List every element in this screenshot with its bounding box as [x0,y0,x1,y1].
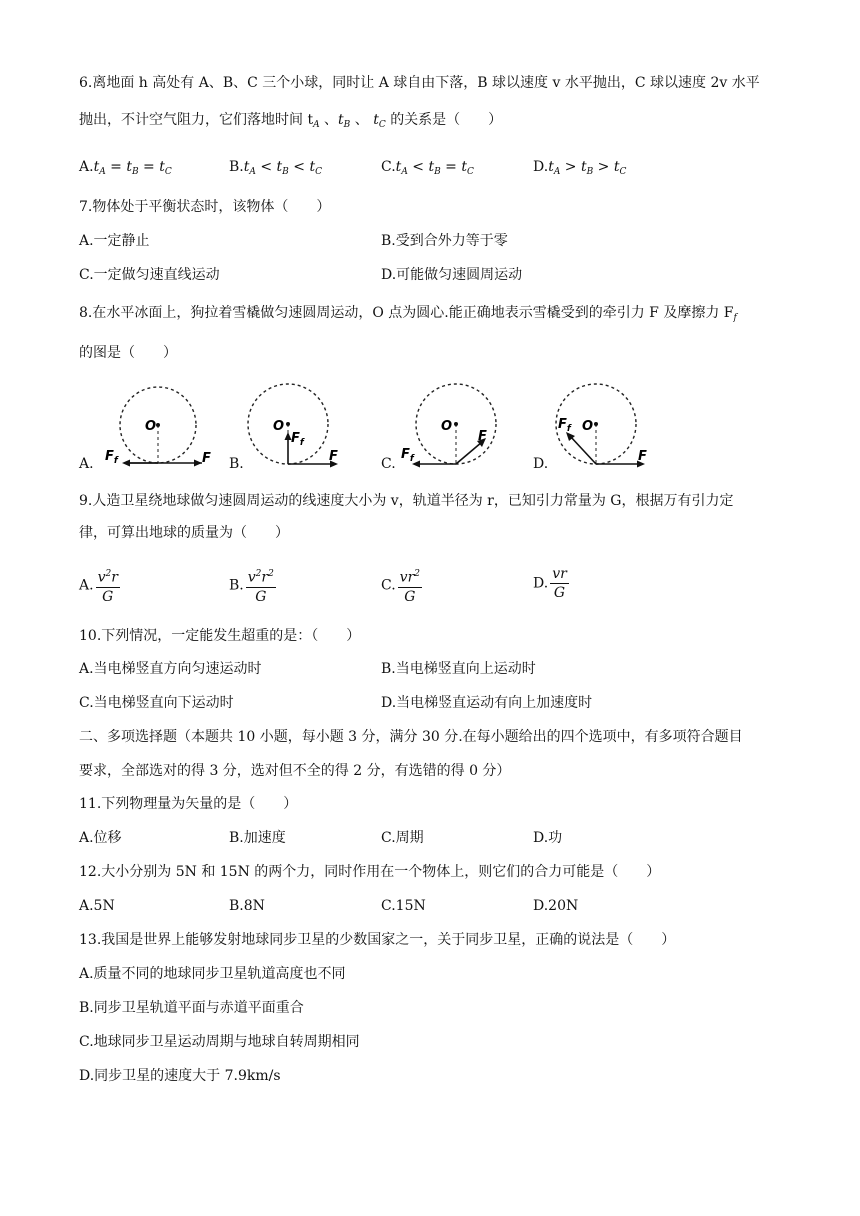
friction-label: $F_f$ [558,417,571,434]
traction-label: F [478,429,487,444]
q6-stem-line2: 抛出，不计空气阻力，它们落地时间 $t_A$ 、$t_B$ 、 $t_C$ 的关系是（ ） [79,112,503,130]
friction-label: $F_f$ [291,431,304,448]
q7-option-d[interactable]: D.可能做匀速圆周运动 [381,267,523,283]
q9-option-b[interactable]: B. $\frac{v^2r^2}{G}$ [229,565,276,606]
traction-label: F [329,449,338,464]
q11-option-a[interactable]: A.位移 [79,830,122,846]
q13-option-b[interactable]: B.同步卫星轨道平面与赤道平面重合 [79,1000,304,1016]
q8-figure-a[interactable] [100,380,220,475]
q10-option-b[interactable]: B.当电梯竖直向上运动时 [381,661,536,677]
q10-option-c[interactable]: C.当电梯竖直向下运动时 [79,695,234,711]
q13-option-c[interactable]: C.地球同步卫星运动周期与地球自转周期相同 [79,1034,360,1050]
q11-stem: 11.下列物理量为矢量的是（ ） [79,796,298,812]
q8-figure-b[interactable] [245,376,365,471]
q6-stem-line2-tail: 的关系是（ ） [390,112,503,128]
q12-option-a[interactable]: A.5N [79,898,115,914]
center-dot [156,423,160,427]
traction-label: F [202,451,211,466]
q8-option-b-label[interactable]: B. [229,456,244,472]
q7-option-b[interactable]: B.受到合外力等于零 [381,233,508,249]
center-label: O [145,419,157,434]
q9-option-a[interactable]: A. $\frac{v^2r}{G}$ [79,565,120,606]
center-dot [454,422,458,426]
q12-option-c[interactable]: C.15N [381,898,426,914]
q6-option-c[interactable]: $C.t_A < t_B = t_C$ [381,159,474,177]
q12-option-d[interactable]: D.20N [533,898,579,914]
q12-option-b[interactable]: B.8N [229,898,265,914]
q6-stem-line2-text: 抛出，不计空气阻力，它们落地时间 t [79,112,314,128]
center-dot [594,422,598,426]
q10-stem: 10.下列情况，一定能发生超重的是：（ ） [79,628,361,644]
q9-stem-line1: 9.人造卫星绕地球做匀速圆周运动的线速度大小为 v，轨道半径为 r，已知引力常量为 G，根据万有引力定 [79,493,734,509]
q8-figure-d[interactable] [552,376,672,471]
center-label: O [582,419,594,434]
q6-option-a[interactable]: $A.t_A = t_B = t_C$ [79,159,172,177]
q8-option-c-label[interactable]: C. [381,456,396,472]
q8-figure-c[interactable] [398,376,518,471]
q11-option-b[interactable]: B.加速度 [229,830,286,846]
q7-stem: 7.物体处于平衡状态时，该物体（ ） [79,199,331,215]
q8-option-d-label[interactable]: D. [533,456,549,472]
q8-stem-line2: 的图是（ ） [79,345,177,361]
traction-label: F [638,449,647,464]
q9-option-d[interactable]: D. $\frac{vr}{G}$ [533,566,567,601]
q8-option-a-label[interactable]: A. [79,456,94,472]
q7-option-a[interactable]: A.一定静止 [79,233,150,249]
center-dot [286,422,290,426]
q7-option-c[interactable]: C.一定做匀速直线运动 [79,267,220,283]
q8-stem-line1: 8.在水平冰面上，狗拉着雪橇做匀速圆周运动，O 点为圆心.能正确地表示雪橇受到的牵引力 F 及摩擦力 $F_f$ [79,305,737,323]
q6-stem-line1: 6.离地面 h 高处有 A、B、C 三个小球，同时让 A 球自由下落，B 球以速度 v 水平抛出，C 球以速度 2v 水平 [79,75,760,91]
q6-option-d[interactable]: $D.t_A > t_B > t_C$ [533,159,627,177]
q13-option-d[interactable]: D.同步卫星的速度大于 7.9km/s [79,1068,281,1084]
q6-option-b[interactable]: $B.t_A < t_B < t_C$ [229,159,322,177]
q10-option-a[interactable]: A.当电梯竖直方向匀速运动时 [79,661,262,677]
section2-heading-line1: 二、多项选择题（本题共 10 小题，每小题 3 分，满分 30 分.在每小题给出的四个选项中，有多项符合题目 [79,729,743,745]
q9-stem-line2: 律，可算出地球的质量为（ ） [79,525,289,541]
q13-option-a[interactable]: A.质量不同的地球同步卫星轨道高度也不同 [79,966,346,982]
friction-label: $F_f$ [105,449,118,466]
q9-option-c[interactable]: C. $\frac{vr^2}{G}$ [381,565,422,606]
friction-arrow [570,436,596,464]
section2-heading-line2: 要求，全部选对的得 3 分，选对但不全的得 2 分，有选错的得 0 分） [79,763,511,779]
q13-stem: 13.我国是世界上能够发射地球同步卫星的少数国家之一，关于同步卫星，正确的说法是（ ） [79,932,676,948]
q12-stem: 12.大小分别为 5N 和 15N 的两个力，同时作用在一个物体上，则它们的合力可能是（ ） [79,864,661,880]
q8-stem-line1-sub: f [733,313,737,323]
q10-option-d[interactable]: D.当电梯竖直运动有向上加速度时 [381,695,593,711]
center-label: O [441,419,453,434]
q11-option-d[interactable]: D.功 [533,830,563,846]
friction-label: $F_f$ [401,447,414,464]
traction-arrow [456,442,482,464]
center-label: O [273,419,285,434]
q11-option-c[interactable]: C.周期 [381,830,424,846]
